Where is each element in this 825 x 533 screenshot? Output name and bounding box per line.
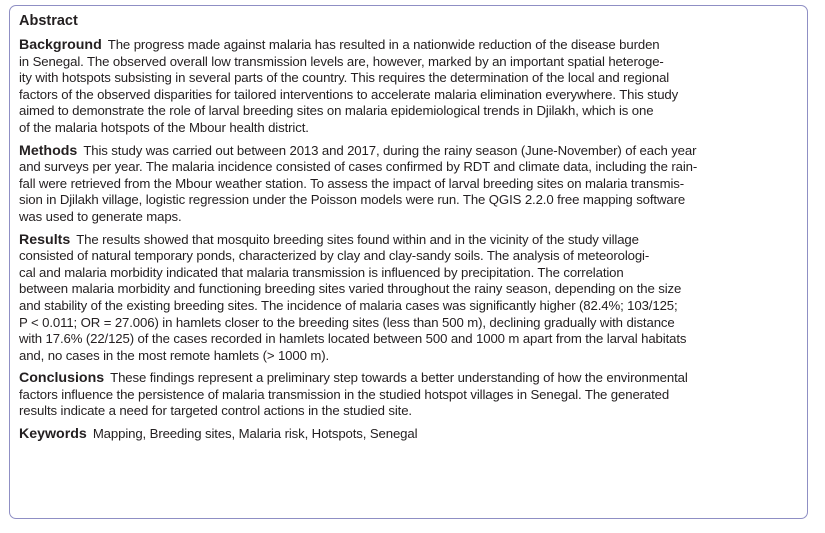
methods-text-5: was used to generate maps. — [19, 208, 182, 224]
conclusions-text-1: These findings represent a preliminary step towards a better understanding of how the environmental — [110, 370, 688, 386]
keywords-heading: Keywords — [19, 426, 87, 443]
methods-line-1 — [19, 143, 798, 160]
background-line-1 — [19, 37, 798, 54]
conclusions-heading: Conclusions — [19, 370, 105, 387]
results-section — [19, 232, 798, 365]
background-heading: Background — [19, 37, 102, 53]
background-text-6: of the malaria hotspots of the Mbour health district. — [19, 119, 309, 135]
conclusions-line-1 — [19, 370, 798, 387]
methods-text-3: fall were retrieved from the Mbour weather station. To assess the impact of larval breeding sites on malaria transmis- — [19, 175, 685, 191]
results-text-1: The results showed that mosquito breeding sites found within and in the vicinity of the study village — [76, 231, 639, 247]
background-text-1: The progress made against malaria has resulted in a nationwide reduction of the disease burden — [107, 37, 660, 52]
conclusions-text-3: results indicate a need for targeted control actions in the studied site. — [19, 403, 412, 419]
abstract-title: Abstract — [19, 13, 78, 29]
results-text-6: P < 0.011; OR = 27.006) in hamlets closer to the breeding sites (less than 500 m), declining gradually with distance — [19, 314, 675, 330]
background-section — [19, 37, 798, 137]
results-text-3: cal and malaria morbidity indicated that malaria transmission is influenced by precipitation. The correlation — [19, 264, 624, 280]
background-text-2: in Senegal. The observed overall low transmission levels are, however, marked by an important spatial heteroge- — [19, 53, 664, 69]
methods-text-4: sion in Djilakh village, logistic regression under the Poisson models were run. The QGIS 2.2.0 free mapping software — [19, 192, 686, 208]
background-text-4: factors of the observed disparities for tailored interventions to accelerate malaria elimination everywhere. This study — [19, 86, 679, 102]
results-text-5: and stability of the existing breeding sites. The incidence of malaria cases was significantly higher (82.4%; 103/125; — [19, 297, 678, 313]
conclusions-text-2: factors influence the persistence of malaria transmission in the studied hotspot villages in Senegal. The generated — [19, 386, 670, 402]
methods-heading: Methods — [19, 142, 78, 159]
conclusions-section — [19, 370, 798, 420]
methods-text-2: and surveys per year. The malaria incidence consisted of cases confirmed by RDT and climate data, including the rain- — [19, 159, 698, 175]
results-heading: Results — [19, 231, 71, 248]
background-text-3: ity with hotspots subsisting in several parts of the country. This requires the determination of the local and regional — [19, 70, 670, 86]
background-text-5: aimed to demonstrate the role of larval breeding sites on malaria epidemiological trends in Djilakh, which is one — [19, 103, 654, 119]
keywords-section — [19, 426, 798, 443]
results-text-4: between malaria morbidity and functioning breeding sites varied throughout the rainy season, depending on the size — [19, 281, 682, 297]
results-line-1 — [19, 232, 798, 249]
abstract-box — [9, 5, 808, 519]
results-text-8: and, no cases in the most remote hamlets (> 1000 m). — [19, 347, 330, 363]
methods-section — [19, 143, 798, 226]
results-text-2: consisted of natural temporary ponds, characterized by clay and clay-sandy soils. The analysis of meteorologi- — [19, 248, 650, 264]
results-text-7: with 17.6% (22/125) of the cases recorded in hamlets located between 500 and 1000 m apart from the larval habitats — [19, 331, 687, 347]
methods-text-1: This study was carried out between 2013 and 2017, during the rainy season (June-November) of each year — [83, 142, 697, 158]
keywords-line-1 — [19, 426, 798, 443]
keywords-text: Mapping, Breeding sites, Malaria risk, Hotspots, Senegal — [92, 426, 418, 442]
